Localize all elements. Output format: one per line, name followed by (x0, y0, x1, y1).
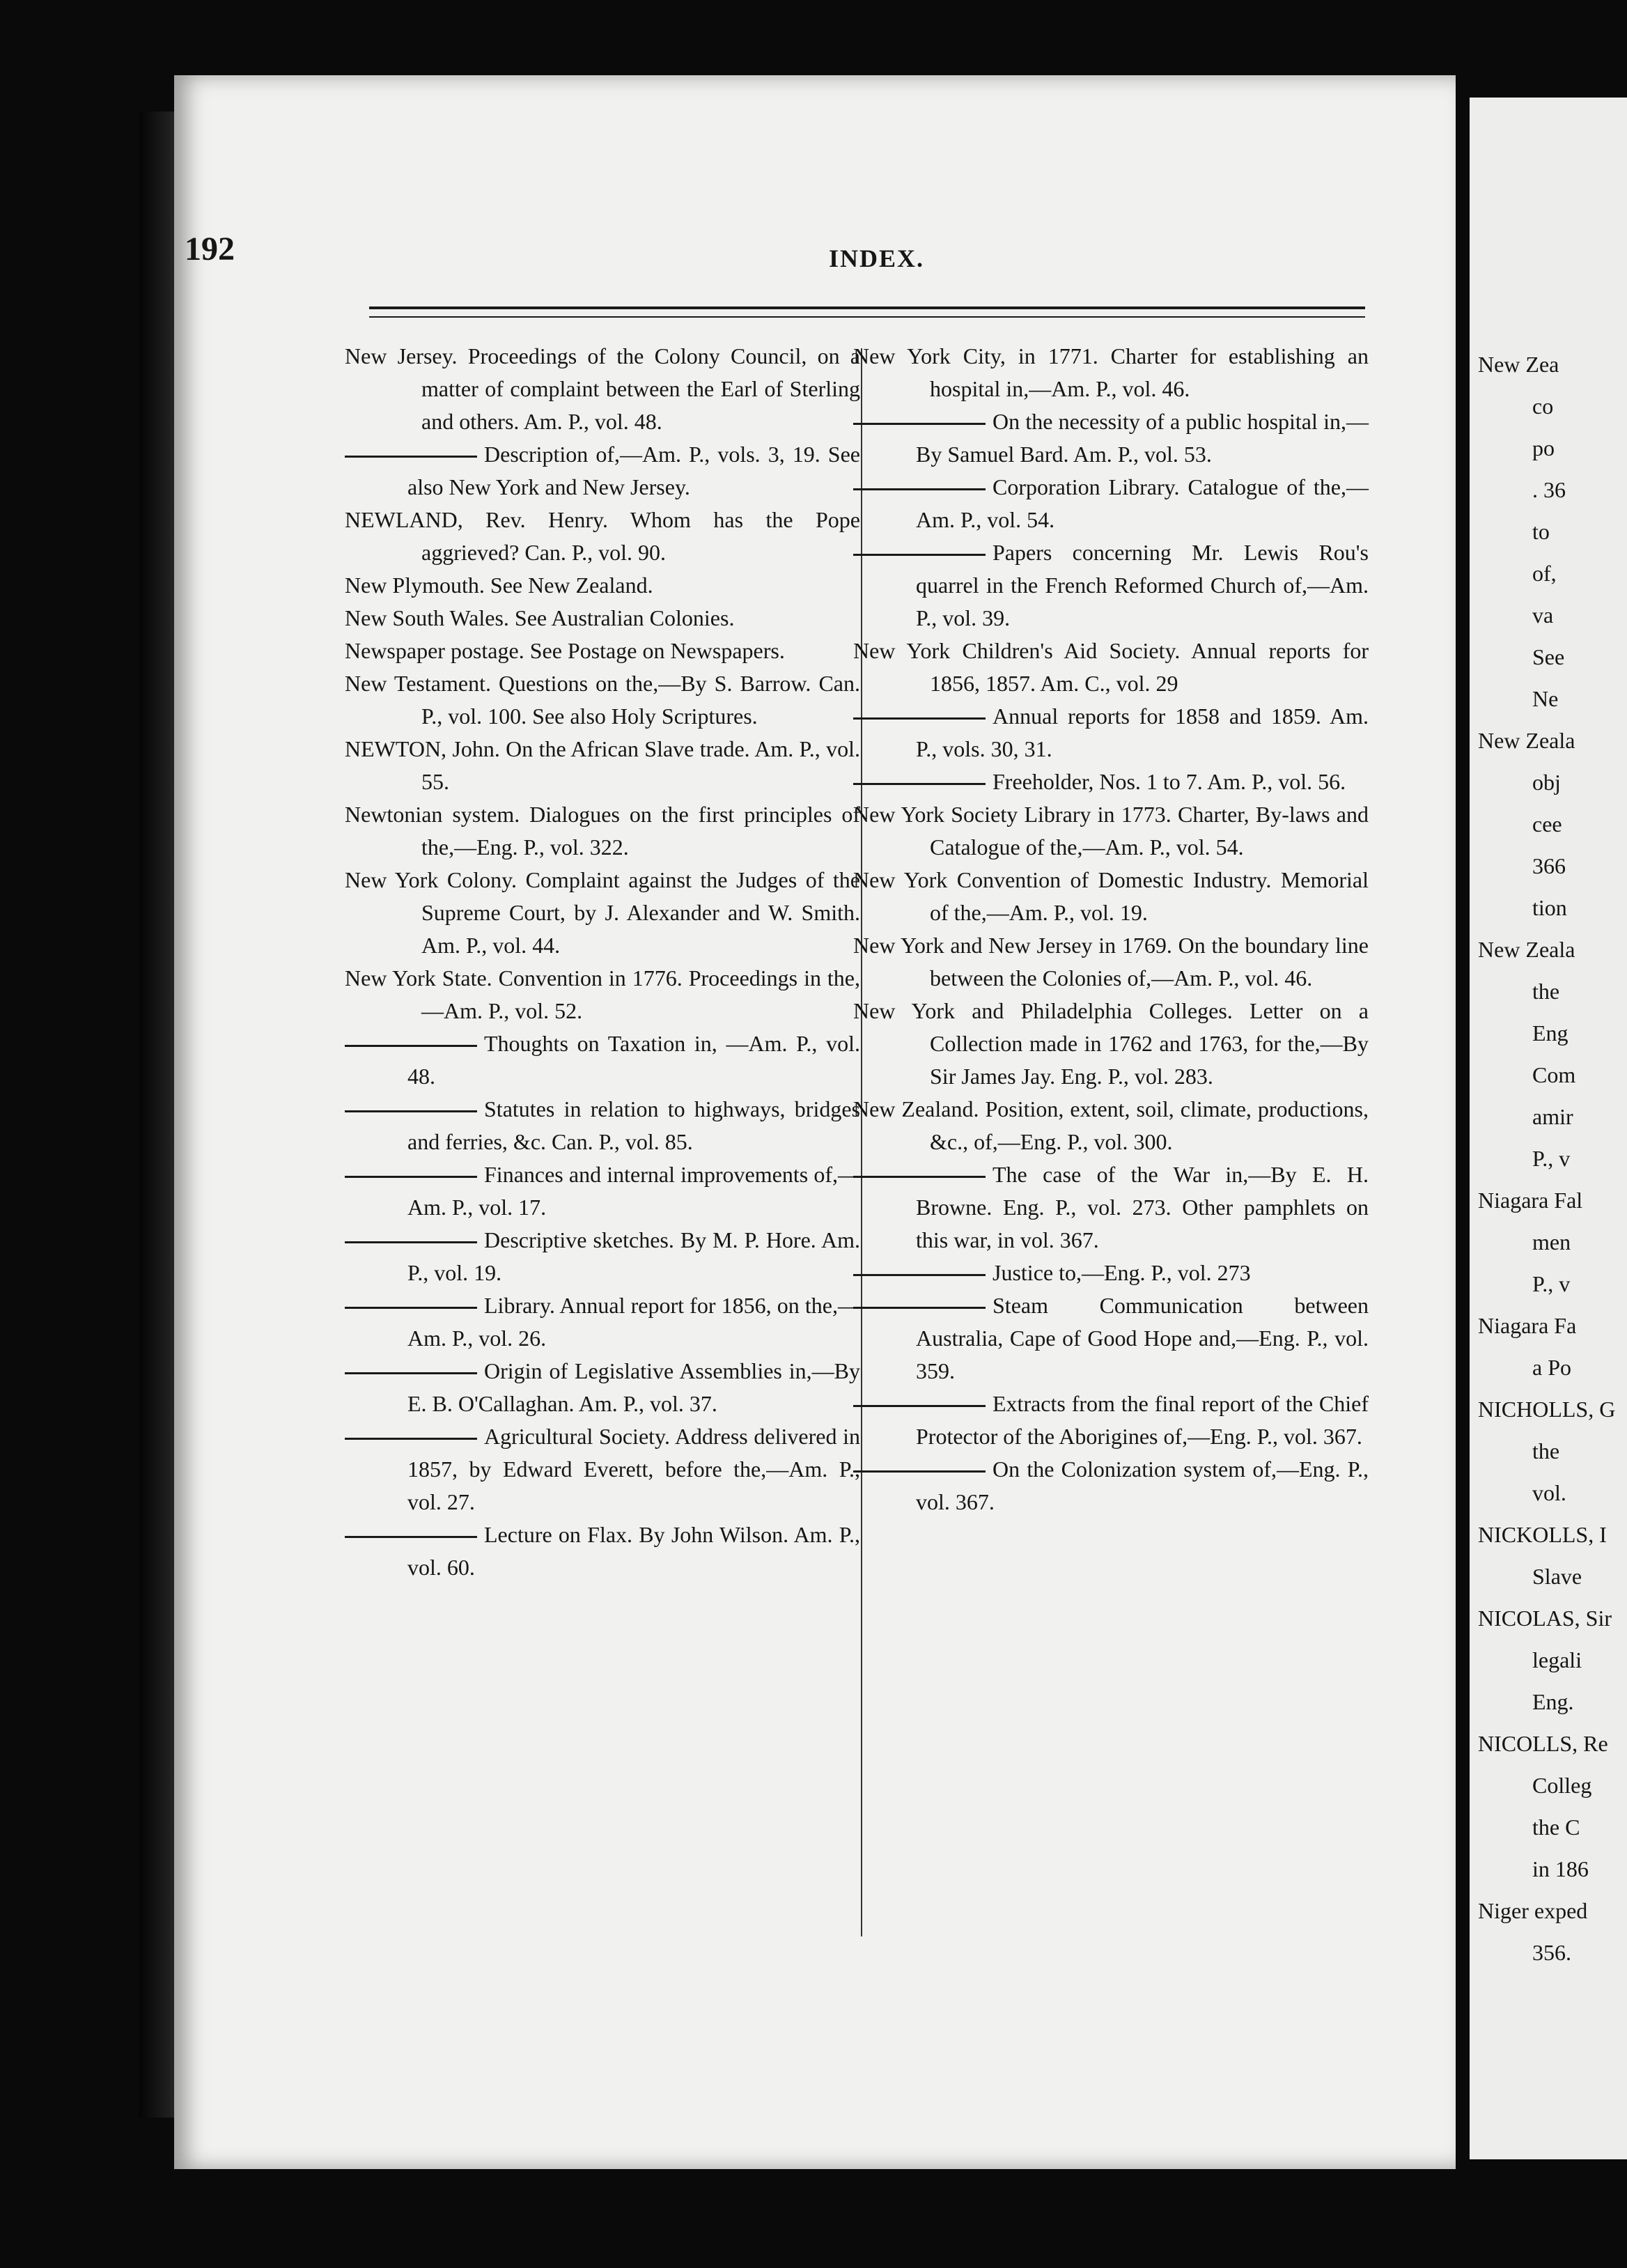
index-entry-text: Lecture on Flax. By John Wilson. Am. P., vol. 60. (407, 1522, 860, 1580)
adjacent-page-text: New Zea (1478, 352, 1559, 377)
index-entry-text: NEWTON, John. On the African Slave trade. Am. P., vol. 55. (345, 736, 860, 794)
adjacent-page-text: obj (1532, 770, 1561, 795)
index-entry (853, 1093, 1369, 1158)
adjacent-page-text: 366 (1532, 853, 1566, 878)
index-entry (345, 1224, 860, 1289)
index-entry (853, 635, 1369, 700)
ditto-rule (345, 456, 477, 458)
index-entry-text: On the necessity of a public hospital in,—By Samuel Bard. Am. P., vol. 53. (916, 409, 1369, 467)
adjacent-page-text: NICHOLLS, G (1478, 1397, 1616, 1422)
index-entry-text: New Zealand. Position, extent, soil, climate, productions, &c., of,—Eng. P., vol. 300. (853, 1096, 1369, 1154)
adjacent-page-text: New Zeala (1478, 728, 1575, 753)
index-entry-text: The case of the War in,—By E. H. Browne. Eng. P., vol. 273. Other pamphlets on this war, in vol. 367. (916, 1162, 1369, 1252)
index-entry (345, 1289, 860, 1355)
adjacent-page-text: NICKOLLS, I (1478, 1522, 1607, 1547)
index-entry-text: Statutes in relation to highways, bridges and ferries, &c. Can. P., vol. 85. (407, 1096, 860, 1154)
adjacent-page-text: legali (1532, 1647, 1582, 1672)
index-entry-text: On the Colonization system of,—Eng. P., vol. 367. (916, 1457, 1369, 1514)
adjacent-page-text: See (1532, 644, 1565, 669)
index-entry (853, 1158, 1369, 1257)
ditto-rule (345, 1307, 477, 1309)
ditto-rule (853, 717, 986, 720)
index-entry-text: New South Wales. See Australian Colonies. (345, 605, 735, 630)
index-entry (345, 340, 860, 438)
index-column-right (853, 340, 1369, 1519)
index-column-left (345, 340, 860, 1584)
index-entry (345, 798, 860, 864)
adjacent-page-text: Niger exped (1478, 1898, 1588, 1923)
index-entry-text: New York State. Convention in 1776. Proceedings in the,—Am. P., vol. 52. (345, 965, 860, 1023)
index-entry (345, 1093, 860, 1158)
adjacent-page-text: Niagara Fa (1478, 1313, 1577, 1338)
adjacent-page-text: Ne (1532, 686, 1559, 711)
index-entry (345, 667, 860, 733)
index-entry-text: Agricultural Society. Address delivered in 1857, by Edward Everett, before the,—Am. P., vol. 27. (407, 1424, 860, 1514)
index-entry-text: New Testament. Questions on the,—By S. Barrow. Can. P., vol. 100. See also Holy Scriptures. (345, 671, 860, 729)
adjacent-page-text: tion (1532, 895, 1567, 920)
index-entry-text: Newspaper postage. See Postage on Newspapers. (345, 638, 785, 663)
index-entry-text: Newtonian system. Dialogues on the first principles of the,—Eng. P., vol. 322. (345, 802, 860, 860)
adjacent-page-fragment (1470, 98, 1627, 2159)
adjacent-page-text: Colleg (1532, 1773, 1592, 1798)
adjacent-page-text: Eng. (1532, 1689, 1574, 1714)
ditto-rule (345, 1241, 477, 1243)
ditto-rule (345, 1045, 477, 1047)
index-entry (853, 536, 1369, 635)
index-entry (853, 1453, 1369, 1519)
adjacent-page-text: co (1532, 394, 1554, 419)
ditto-rule (853, 1307, 986, 1309)
adjacent-page-text: cee (1532, 811, 1562, 837)
adjacent-page-text: the (1532, 979, 1560, 1004)
header-rule (369, 306, 1365, 318)
index-entry-text: Corporation Library. Catalogue of the,—Am. P., vol. 54. (916, 474, 1369, 532)
adjacent-page-text: in 186 (1532, 1856, 1589, 1881)
index-entry-text: Thoughts on Taxation in, —Am. P., vol. 48. (407, 1031, 860, 1089)
adjacent-page-text: va (1532, 603, 1554, 628)
adjacent-page-text: men (1532, 1229, 1571, 1255)
ditto-rule (345, 1372, 477, 1374)
index-entry (853, 1257, 1369, 1289)
ditto-rule (345, 1110, 477, 1112)
adjacent-page-text: Eng (1532, 1020, 1568, 1046)
ditto-rule (853, 1470, 986, 1473)
index-entry (853, 995, 1369, 1093)
index-entry (345, 569, 860, 602)
ditto-rule (853, 783, 986, 785)
index-entry-text: New Plymouth. See New Zealand. (345, 573, 653, 598)
index-entry-text: New York and Philadelphia Colleges. Letter on a Collection made in 1762 and 1763, for the,—By Sir James Jay. Eng. P., vol. 283. (853, 998, 1369, 1089)
index-entry-text: New Jersey. Proceedings of the Colony Council, on a matter of complaint between the Earl of Sterling and others. Am. P., vol. 48. (345, 343, 860, 434)
index-entry (853, 766, 1369, 798)
ditto-rule (345, 1176, 477, 1178)
adjacent-page-text: of, (1532, 561, 1557, 586)
index-entry-text: Extracts from the final report of the Chief Protector of the Aborigines of,—Eng. P., vol. 367. (916, 1391, 1369, 1449)
index-entry-text: Origin of Legislative Assemblies in,—By E. B. O'Callaghan. Am. P., vol. 37. (407, 1358, 860, 1416)
index-entry-text: Annual reports for 1858 and 1859. Am. P., vols. 30, 31. (916, 704, 1369, 761)
index-entry (853, 798, 1369, 864)
index-entry-text: Finances and internal improvements of,—Am. P., vol. 17. (407, 1162, 860, 1220)
adjacent-page-text: to (1532, 519, 1550, 544)
adjacent-page-text: vol. (1532, 1480, 1566, 1505)
adjacent-page-text: Slave (1532, 1564, 1582, 1589)
index-entry-text: Description of,—Am. P., vols. 3, 19. See also New York and New Jersey. (407, 442, 860, 499)
index-entry-text: Steam Communication between Australia, Cape of Good Hope and,—Eng. P., vol. 359. (916, 1293, 1369, 1383)
index-entry (345, 504, 860, 569)
ditto-rule (853, 1274, 986, 1276)
index-entry-text: Library. Annual report for 1856, on the,—Am. P., vol. 26. (407, 1293, 860, 1351)
index-entry (853, 1289, 1369, 1388)
index-entry (345, 1158, 860, 1224)
index-entry (345, 1355, 860, 1420)
ditto-rule (853, 1176, 986, 1178)
index-entry-text: New York City, in 1771. Charter for establishing an hospital in,—Am. P., vol. 46. (853, 343, 1369, 401)
index-entry (345, 602, 860, 635)
adjacent-page-text: a Po (1532, 1355, 1571, 1380)
ditto-rule (345, 1536, 477, 1538)
adjacent-page-text: P., v (1532, 1271, 1571, 1296)
index-entry (345, 438, 860, 504)
adjacent-page-text: the (1532, 1438, 1560, 1463)
index-entry (345, 962, 860, 1027)
adjacent-page-text: P., v (1532, 1146, 1571, 1171)
index-entry-text: New York Colony. Complaint against the Judges of the Supreme Court, by J. Alexander and W. Smith. Am. P., vol. 44. (345, 867, 860, 958)
adjacent-page-text: . 36 (1532, 477, 1566, 502)
adjacent-page-text: the C (1532, 1815, 1580, 1840)
index-entry (345, 1420, 860, 1519)
adjacent-page-text: New Zeala (1478, 937, 1575, 962)
ditto-rule (345, 1438, 477, 1440)
adjacent-page-text: NICOLLS, Re (1478, 1731, 1608, 1756)
index-entry (345, 864, 860, 962)
index-entry-text: Freeholder, Nos. 1 to 7. Am. P., vol. 56. (992, 769, 1346, 794)
index-entry-text: New York Society Library in 1773. Charter, By-laws and Catalogue of the,—Am. P., vol. 54. (853, 802, 1369, 860)
adjacent-page-text: Com (1532, 1062, 1576, 1087)
index-entry (853, 700, 1369, 766)
adjacent-page-text: amir (1532, 1104, 1573, 1129)
index-entry (853, 471, 1369, 536)
index-entry (853, 340, 1369, 405)
adjacent-page-text: NICOLAS, Sir (1478, 1606, 1612, 1631)
index-entry (853, 1388, 1369, 1453)
index-entry-text: Justice to,—Eng. P., vol. 273 (992, 1260, 1251, 1285)
adjacent-page-text: 356. (1532, 1940, 1571, 1965)
ditto-rule (853, 1405, 986, 1407)
ditto-rule (853, 488, 986, 490)
index-entry (345, 733, 860, 798)
index-entry-text: New York Convention of Domestic Industry. Memorial of the,—Am. P., vol. 19. (853, 867, 1369, 925)
index-entry (345, 1519, 860, 1584)
page-title: INDEX. (829, 244, 925, 272)
index-entry (345, 1027, 860, 1093)
ditto-rule (853, 423, 986, 425)
index-entry (345, 635, 860, 667)
index-entry-text: NEWLAND, Rev. Henry. Whom has the Pope aggrieved? Can. P., vol. 90. (345, 507, 860, 565)
index-entry-text: New York Children's Aid Society. Annual reports for 1856, 1857. Am. C., vol. 29 (853, 638, 1369, 696)
index-entry (853, 405, 1369, 471)
index-entry-text: Descriptive sketches. By M. P. Hore. Am. P., vol. 19. (407, 1227, 860, 1285)
adjacent-page-text: po (1532, 435, 1555, 460)
ditto-rule (853, 554, 986, 556)
index-entry (853, 864, 1369, 929)
index-entry-text: New York and New Jersey in 1769. On the boundary line between the Colonies of,—Am. P., vol. 46. (853, 933, 1369, 991)
index-entry (853, 929, 1369, 995)
index-entry-text: Papers concerning Mr. Lewis Rou's quarrel in the French Reformed Church of,—Am. P., vol. 39. (916, 540, 1369, 630)
page-number: 192 (185, 231, 235, 267)
adjacent-page-text: Niagara Fal (1478, 1188, 1583, 1213)
